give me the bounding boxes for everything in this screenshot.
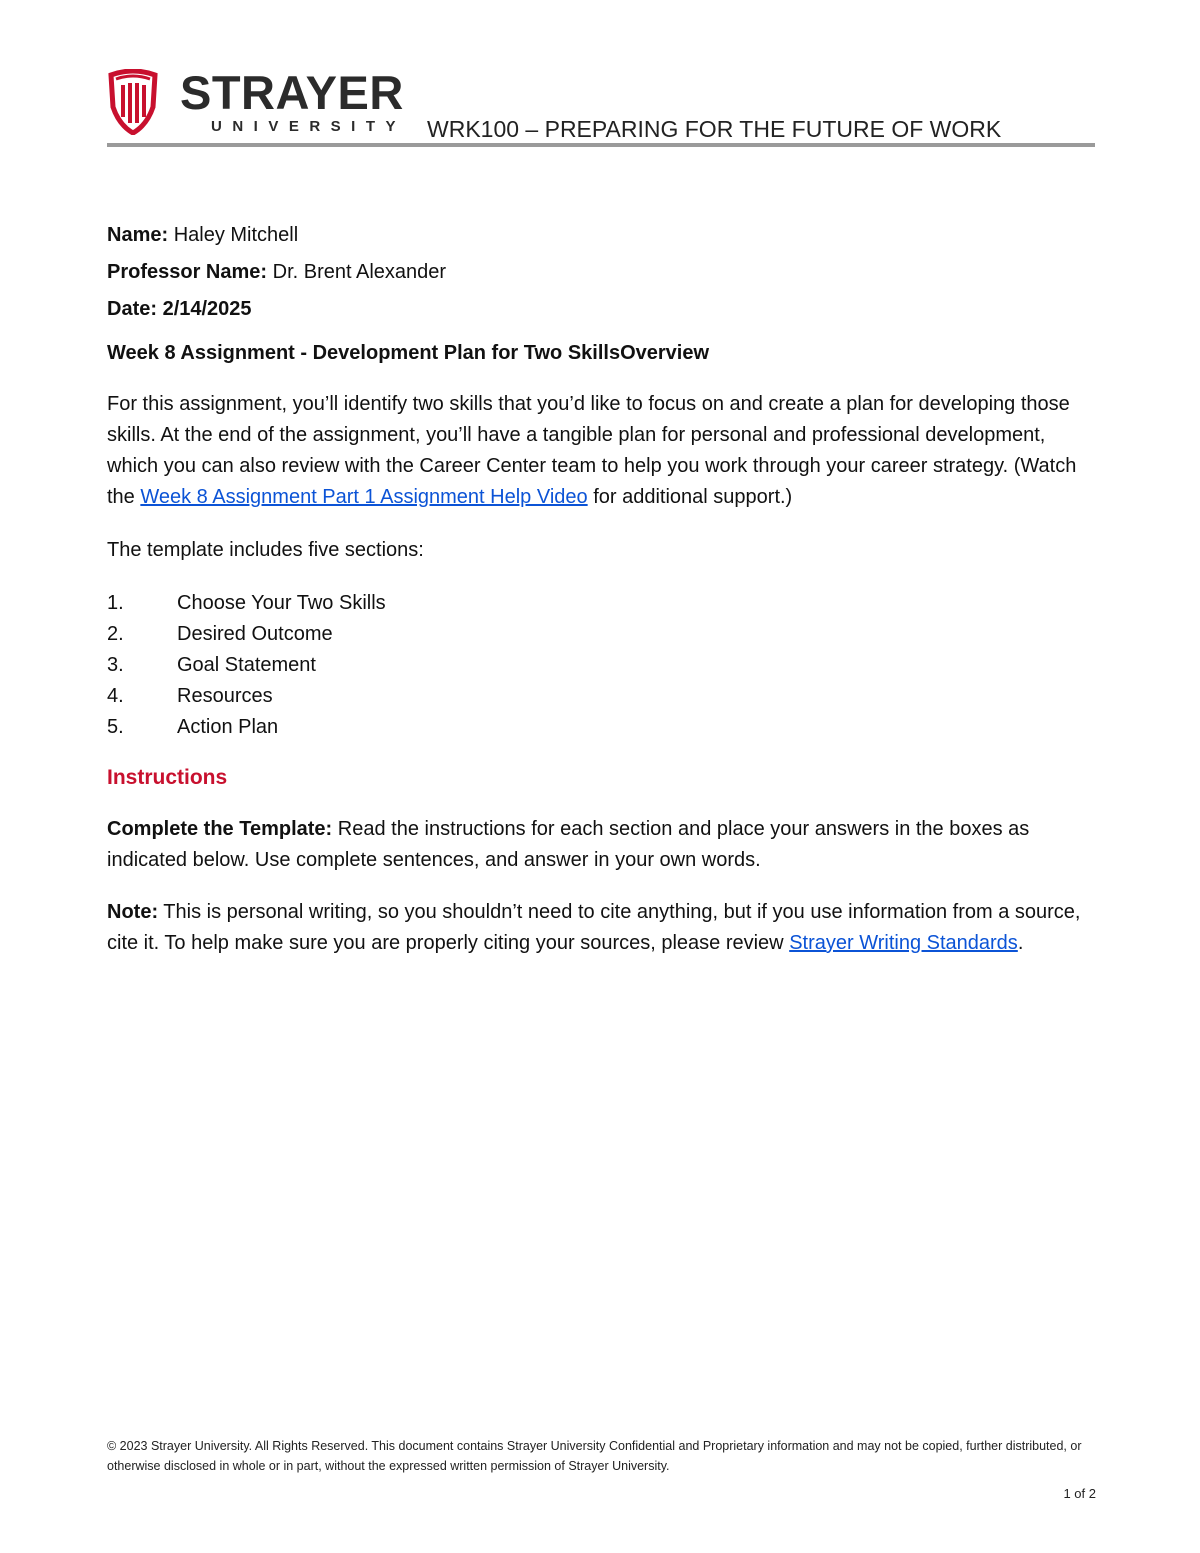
complete-template-text: Read the instructions for each section and place your answers in the boxes as indicated below. Use complete sentences, and answer in your own words. xyxy=(107,818,1030,871)
list-label: Resources xyxy=(177,685,273,707)
list-item xyxy=(107,650,1097,681)
list-number: 1. xyxy=(107,592,124,614)
document-header xyxy=(107,66,1095,150)
sections-intro: The template includes five sections: xyxy=(107,539,424,561)
strayer-shield-icon xyxy=(107,69,159,135)
note-text: This is personal writing, so you shouldn’t need to cite anything, but if you use information from a source, cite it. To help make sure you are properly citing your sources, please review xyxy=(107,901,1081,954)
intro-text: For this assignment, you’ll identify two skills that you’d like to focus on and create a plan for developing those skills. At the end of the assignment, you’ll have a tangible plan for personal and professional development, which you can also review with the Career Center team to help you work through your career strategy. (Watch the xyxy=(107,393,1077,508)
name-label: Name: xyxy=(107,224,169,246)
copyright-footer: © 2023 Strayer University. All Rights Reserved. This document contains Strayer University Confidential and Proprietary information and may not be copied, further distributed, or otherwise disclosed in whole or in part, without the expressed written permission of Strayer University. xyxy=(107,1439,1082,1473)
list-label: Goal Statement xyxy=(177,654,316,676)
list-item xyxy=(107,712,1097,743)
course-title: WRK100 – PREPARING FOR THE FUTURE OF WORK xyxy=(427,116,1002,142)
professor-name-line xyxy=(107,258,1097,295)
list-label: Choose Your Two Skills xyxy=(177,592,386,614)
date-value: 2/14/2025 xyxy=(162,298,252,320)
professor-label: Professor Name: xyxy=(107,261,268,283)
note-paragraph xyxy=(107,897,1097,959)
logo-subtext: UNIVERSITY xyxy=(211,118,407,135)
section-list xyxy=(107,588,1097,743)
intro-text-end: for additional support.) xyxy=(587,486,793,508)
list-label: Desired Outcome xyxy=(177,623,333,645)
list-item xyxy=(107,681,1097,712)
list-item xyxy=(107,619,1097,650)
logo-wordmark: STRAYER xyxy=(180,66,404,119)
list-item xyxy=(107,588,1097,619)
help-video-link[interactable]: Week 8 Assignment Part 1 Assignment Help Video xyxy=(140,486,588,508)
list-number: 4. xyxy=(107,685,124,707)
page-number: 1 of 2 xyxy=(1063,1486,1096,1501)
note-text-end: . xyxy=(1017,932,1024,954)
list-label: Action Plan xyxy=(177,716,279,738)
date-label: Date: xyxy=(107,298,158,320)
instructions-heading: Instructions xyxy=(107,766,228,789)
document-body xyxy=(107,221,1097,959)
professor-value: Dr. Brent Alexander xyxy=(272,261,447,283)
list-number: 2. xyxy=(107,623,124,645)
assignment-title: Week 8 Assignment - Development Plan for Two SkillsOverview xyxy=(107,342,710,364)
list-number: 3. xyxy=(107,654,124,676)
writing-standards-link[interactable]: Strayer Writing Standards xyxy=(789,932,1018,954)
complete-template-paragraph xyxy=(107,814,1097,876)
header-divider xyxy=(107,143,1095,147)
student-name-line xyxy=(107,221,1097,258)
note-label: Note: xyxy=(107,901,159,923)
intro-paragraph xyxy=(107,389,1097,513)
name-value: Haley Mitchell xyxy=(173,224,299,246)
date-line xyxy=(107,295,1097,332)
complete-template-label: Complete the Template: xyxy=(107,818,333,840)
list-number: 5. xyxy=(107,716,124,738)
